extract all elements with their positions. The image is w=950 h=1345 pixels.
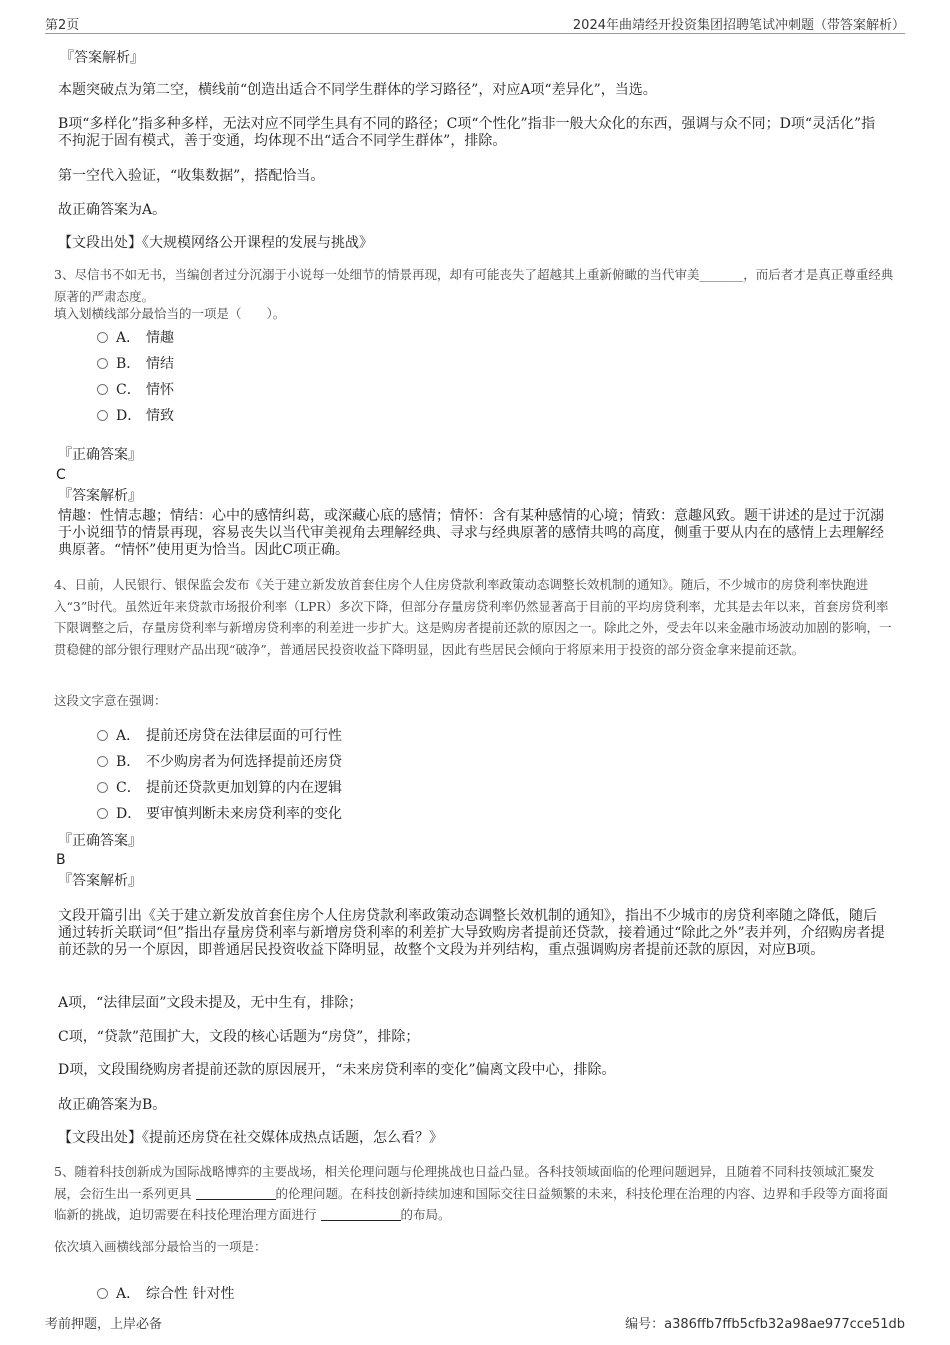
q2-analysis-label: 『答案解析』	[60, 50, 144, 66]
q3-option-d[interactable]: D． 情致	[97, 407, 174, 425]
q4-correct-label: 『正确答案』	[58, 833, 142, 849]
radio-icon[interactable]	[97, 1288, 108, 1299]
document-title: 2024年曲靖经开投资集团招聘笔试冲刺题（带答案解析）	[572, 18, 905, 33]
q4-analysis-p3: C项，“贷款”范围扩大，文段的核心话题为“房贷”，排除；	[58, 1029, 420, 1045]
q2-source: 【文段出处】《大规模网络公开课程的发展与挑战》	[58, 235, 373, 251]
page-header	[45, 14, 905, 32]
document-code: 编号：a386ffb7ffb5cfb32a98ae977cce51db	[625, 1317, 905, 1332]
q4-option-c[interactable]: C． 提前还贷款更加划算的内在逻辑	[97, 779, 342, 797]
radio-icon[interactable]	[97, 808, 108, 819]
q3-stem: 3、尽信书不如无书，当编创者过分沉溺于小说每一处细节的情景再现，却有可能丧失了超越其上重新俯瞰的当代审美_______，而后者才是真正尊重经典原著的严肃态度。	[54, 267, 894, 304]
q2-analysis-p4: 故正确答案为A。	[58, 202, 167, 218]
radio-icon[interactable]	[97, 730, 108, 741]
page-number: 第2页	[45, 18, 80, 33]
q5-prompt: 依次填入画横线部分最恰当的一项是：	[54, 1239, 267, 1254]
q3-option-c[interactable]: C． 情怀	[97, 381, 174, 399]
q3-correct-answer: C	[56, 467, 66, 483]
page-footer	[45, 1313, 905, 1332]
q4-option-b[interactable]: B． 不少购房者为何选择提前还房贷	[97, 753, 342, 771]
radio-icon[interactable]	[97, 332, 108, 343]
q2-analysis-p2: B项“多样化”指多种多样，无法对应不同学生具有不同的路径；C项“个性化”指非一般大众化的东西，强调与众不同；D项“灵活化”指不拘泥于固有模式，善于变通，均体现不出“适合不同学生群体”，排除。	[58, 116, 876, 149]
radio-icon[interactable]	[97, 410, 108, 421]
q4-analysis-p5: 故正确答案为B。	[58, 1097, 167, 1113]
q4-correct-answer: B	[56, 852, 66, 868]
footer-slogan: 考前押题，上岸必备	[45, 1317, 163, 1332]
fill-blank-2[interactable]	[321, 1208, 401, 1221]
q3-analysis-label: 『答案解析』	[58, 488, 142, 504]
q4-option-a[interactable]: A． 提前还房贷在法律层面的可行性	[97, 727, 342, 745]
q4-analysis-label: 『答案解析』	[58, 873, 142, 889]
q4-analysis-p1: 文段开篇引出《关于建立新发放首套住房个人住房贷款利率政策动态调整长效机制的通知》，指出不少城市的房贷利率随之降低，随后通过转折关联词“但”指出存量房贷利率与新增房贷利率的利差扩大导致购房者提前还贷款，接着通过“除此之外”表并列，介绍购房者提前还款的另一个原因，即普通居民投资收益下降明显，故整个文段为并列结构，重点强调购房者提前还款的原因，对应B项。	[58, 908, 885, 958]
q4-source: 【文段出处】《提前还房贷在社交媒体成热点话题，怎么看？》	[58, 1130, 443, 1146]
q2-analysis-p3: 第一空代入验证，“收集数据”，搭配恰当。	[58, 168, 325, 184]
radio-icon[interactable]	[97, 782, 108, 793]
q2-analysis-p1: 本题突破点为第二空，横线前“创造出适合不同学生群体的学习路径”，对应A项“差异化”，当选。	[58, 82, 657, 98]
q4-analysis-p2: A项，“法律层面”文段未提及，无中生有，排除；	[58, 995, 363, 1011]
fill-blank-1[interactable]	[196, 1187, 276, 1200]
header-divider	[45, 33, 905, 34]
radio-icon[interactable]	[97, 358, 108, 369]
q4-stem: 4、日前，人民银行、银保监会发布《关于建立新发放首套住房个人住房贷款利率政策动态调整长效机制的通知》。随后，不少城市的房贷利率快跑进入“3”时代。虽然近年来贷款市场报价利率（LPR）多次下降，但部分存量房贷利率仍然显著高于目前的平均房贷利率，尤其是去年以来，首套房贷利率下限调整之后，存量房贷利率与新增房贷利率的利差进一步扩大。这是购房者提前还款的原因之一。除此之外，受去年以来金融市场波动加剧的影响，一贯稳健的部分银行理财产品出现“破净”，普通居民投资收益下降明显，因此有些居民会倾向于将原来用于投资的部分资金拿来提前还款。	[54, 577, 892, 657]
q4-prompt: 这段文字意在强调：	[54, 693, 167, 708]
q5-option-a[interactable]: A． 综合性 针对性	[97, 1285, 234, 1303]
q5-stem: 5、随着科技创新成为国际战略博弈的主要战场，相关伦理问题与伦理挑战也日益凸显。各科技领域面临的伦理问题迥异，且随着不同科技领域汇聚发展，会衍生出一系列更具 的伦理问题。在科技创新持续加速和国际交往日益频繁的未来，科技伦理在治理的内容、边界和手段等方面将面临新的挑战，迫切需要在科技伦理治理方面进行 的布局。	[54, 1164, 889, 1222]
q3-option-b[interactable]: B． 情结	[97, 355, 174, 373]
radio-icon[interactable]	[97, 756, 108, 767]
q3-option-a[interactable]: A． 情趣	[97, 329, 174, 347]
q3-prompt: 填入划横线部分最恰当的一项是（ ）。	[54, 306, 286, 321]
q4-analysis-p4: D项，文段围绕购房者提前还款的原因展开，“未来房贷利率的变化”偏离文段中心，排除。	[58, 1062, 616, 1078]
q4-option-d[interactable]: D． 要审慎判断未来房贷利率的变化	[97, 805, 342, 823]
radio-icon[interactable]	[97, 384, 108, 395]
q3-correct-label: 『正确答案』	[58, 447, 142, 463]
q3-analysis: 情趣：性情志趣；情结：心中的感情纠葛，或深藏心底的感情；情怀：含有某种感情的心境；情致：意趣风致。题干讲述的是过于沉溺于小说细节的情景再现，容易丧失以当代审美视角去理解经典、寻求与经典原著的感情共鸣的高度，侧重于要从内在的感情上去理解经典原著。“情怀”使用更为恰当。因此C项正确。	[58, 508, 884, 558]
